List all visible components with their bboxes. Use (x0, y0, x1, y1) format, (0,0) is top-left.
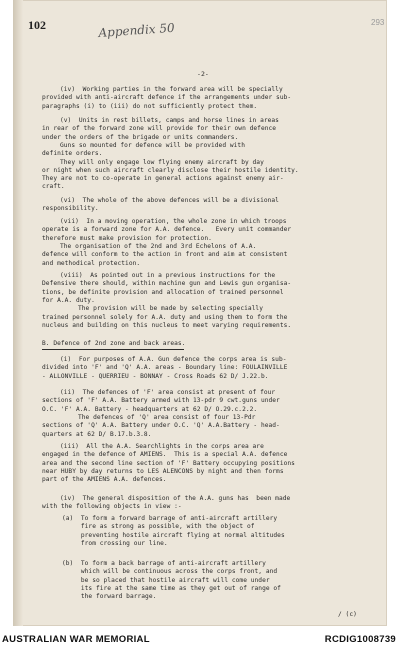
paragraph-viii-line: Defensive there should, within machine gun and Lewis gun organisa- (42, 280, 292, 288)
paragraph-v-line: Guns so mounted for defence will be provided with (60, 141, 245, 149)
paragraph-viii-line: tions, be definite provision and allocation of trained personnel (42, 288, 284, 296)
paragraph-vii-line: and methodical protection. (42, 259, 141, 267)
paragraph-v-line: or night when such aircraft clearly disclose their hostile identity. (42, 166, 299, 174)
institution-label: AUSTRALIAN WAR MEMORIAL (2, 634, 150, 645)
handwritten-annotation: Appendix 50 (98, 20, 176, 40)
paragraph-iv-line: paragraphs (i) to (iii) do not sufficiently protect them. (42, 102, 258, 110)
paragraph-v-line: in rear of the forward zone will provide for their own defence (42, 125, 277, 133)
paragraph-v-line: They will only engage low flying enemy aircraft by day (60, 158, 264, 166)
paragraph-ii-line: sections of 'F' A.A. Battery armed with 13-pdr 9 cwt.guns under (42, 397, 280, 405)
paragraph-b-line: its fire at the same time as they get out of range of (62, 584, 281, 592)
paragraph-ii-line: (ii) The defences of 'F' area consist at present of four (60, 389, 276, 396)
paragraph-v-line: (v) Units in rest billets, camps and horse lines in areas (60, 117, 279, 124)
paragraph-vii-line: therefore must make provision for protection. (42, 234, 212, 242)
paragraph-ii-line: quarters at 62 D/ B.17.b.3.8. (42, 430, 152, 438)
archive-footer (0, 626, 400, 654)
paragraph-vii-line: The organisation of the 2nd and 3rd Echelons of A.A. (60, 242, 257, 250)
paragraph-vi-line: (vi) The whole of the above defences will be a divisional (60, 197, 279, 204)
paragraph-ii-line: sections of 'Q' A.A. Battery under O.C. 'Q' A.A.Battery - head- (42, 422, 280, 430)
paragraph-iii-line: part of the AMIENS A.A. defences. (42, 476, 167, 484)
section-heading: B. Defence of 2nd zone and back areas. (42, 340, 186, 347)
paragraph-vii-line: (vii) In a moving operation, the whole zone in which troops (60, 218, 287, 225)
folio-number: 102 (28, 18, 46, 32)
paragraph-v-line: craft. (42, 183, 65, 191)
paragraph-iv2-line: with the following objects in view :- (42, 503, 182, 511)
page-number: -2- (197, 70, 209, 78)
paragraph-iii-line: engaged in the defence of AMIENS. This is a special A.A. defence (42, 451, 288, 459)
paragraph-iv-line: (iv) Working parties in the forward area will be specially (60, 86, 283, 93)
continuation-marker: / (c) (338, 611, 357, 618)
page-edge-shadow (13, 0, 23, 626)
page-stamp: 293 (371, 18, 385, 27)
reference-code: RCDIG1008739 (324, 634, 396, 645)
paragraph-viii-line: nucleus and building on this nucleus to meet varying requirements. (42, 321, 292, 329)
paragraph-b-line: the forward barrage. (62, 593, 157, 601)
paragraph-v-line: They are not to co-operate in general actions against enemy air- (42, 175, 284, 183)
paragraph-v-line: under the orders of the brigade or units commanders. (42, 133, 239, 141)
paragraph-viii-line: (viii) As pointed out in a previous instructions for the (60, 272, 276, 279)
paragraph-b-line: which will be continuous across the corps front, and (62, 568, 278, 576)
paragraph-iii-line: area and the second line section of 'F' Battery occupying positions (42, 459, 295, 467)
paragraph-iv2-line: (iv) The general disposition of the A.A. guns has been made (60, 495, 291, 502)
paragraph-b-line: be so placed that hostile aircraft will come under (62, 576, 270, 584)
paragraph-a-line: (a) To form a forward barrage of anti-aircraft artillery (62, 515, 278, 522)
paragraph-ii-line: O.C. 'F' A.A. Battery - headquarters at 62 D/ O.29.c.2.2. (42, 405, 258, 413)
paragraph-vi-line: responsibility. (42, 205, 99, 213)
paragraph-vii-line: operate is a forward zone for A.A. defence. Every unit commander (42, 226, 292, 234)
paragraph-a-line: preventing hostile aircraft flying at normal altitudes (62, 531, 285, 539)
paragraph-a-line: fire as strong as possible, with the object of (62, 523, 255, 531)
paragraph-viii-line: for A.A. duty. (42, 296, 95, 304)
section-heading-underline (42, 349, 184, 350)
paragraph-ii-line: The defences of 'Q' area consist of four 13-Pdr (78, 413, 256, 421)
paragraph-v-line: definite orders. (42, 150, 103, 158)
paragraph-i-line: (i) For purposes of A.A. Gun defence the corps area is sub- (60, 356, 287, 363)
paragraph-iv-line: provided with anti-aircraft defence if the arrangements under sub- (42, 94, 292, 102)
paragraph-b-line: (b) To form a back barrage of anti-aircraft artillery (62, 560, 266, 567)
paragraph-viii-line: The provision will be made by selecting specially (78, 305, 263, 313)
paragraph-a-line: from crossing our line. (62, 539, 168, 547)
paragraph-iii-line: near HUBY by day returns to LES ALENCONS by night and then forms (42, 467, 284, 475)
paragraph-i-line: divided into 'F' and 'Q' A.A. areas - Boundary line: FOULAINVILLE (42, 364, 288, 372)
paragraph-vii-line: defence will conform to the action in front and aim at consistent (42, 251, 288, 259)
paragraph-iii-line: (iii) All the A.A. Searchlights in the corps area are (60, 443, 264, 450)
paragraph-i-line: - ALLONVILLE - QUERRIEU - BONNAY - Cross Roads 62 D/ J.22.b. (42, 372, 269, 380)
paragraph-viii-line: trained personnel solely for A.A. duty and using them to form the (42, 313, 288, 321)
